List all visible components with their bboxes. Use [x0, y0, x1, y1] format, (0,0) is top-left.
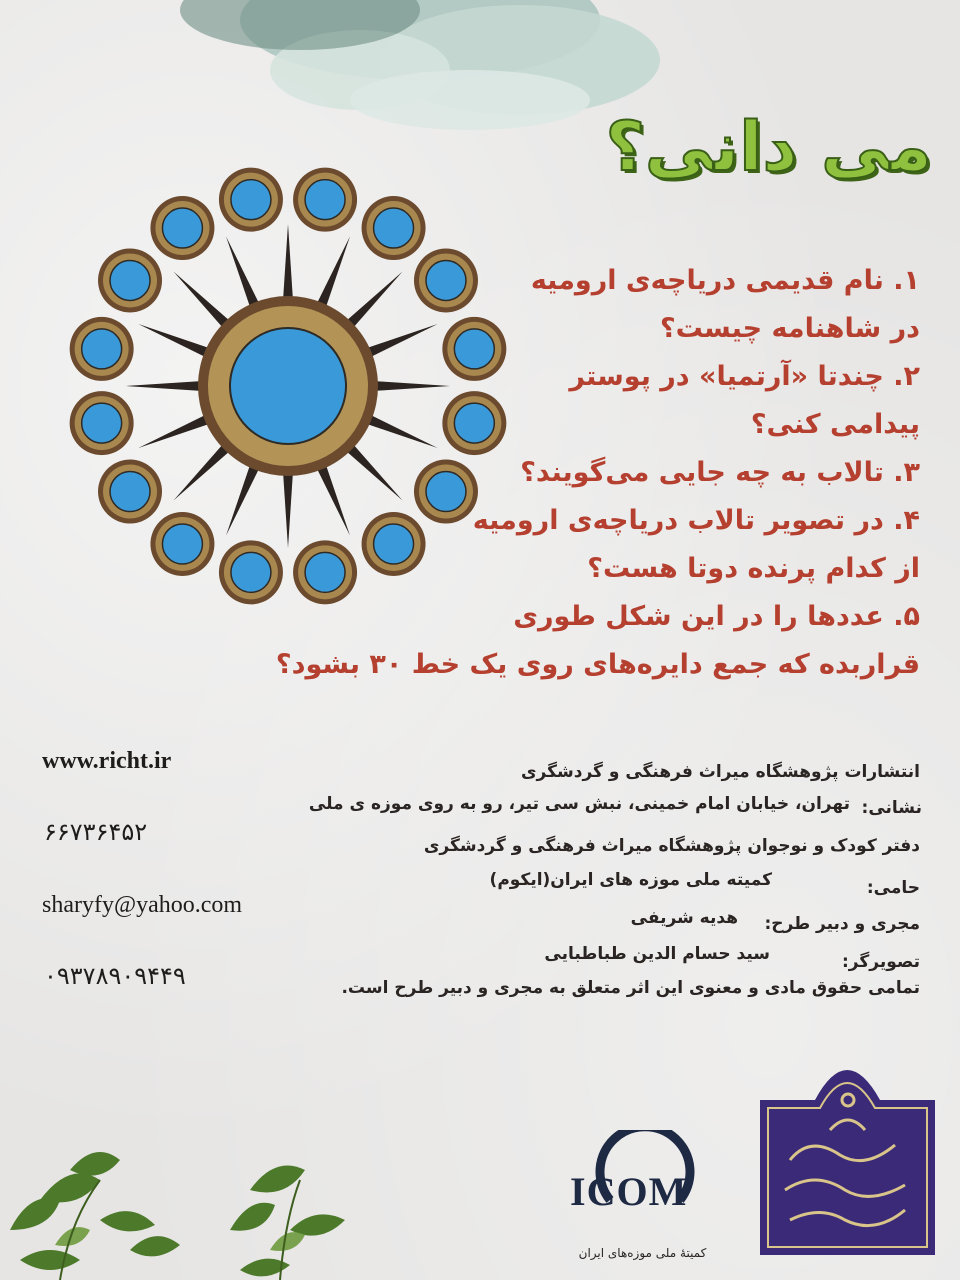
illustrator-label: تصویرگر: — [841, 952, 920, 972]
publisher-line: انتشارات پژوهشگاه میراث فرهنگی و گردشگری — [520, 762, 920, 782]
director-label: مجری و دبیر طرح: — [764, 914, 920, 934]
outer-circle — [162, 208, 202, 248]
outer-circle — [82, 329, 122, 369]
director-text: هدیه شریفی — [630, 908, 738, 928]
address-label: نشانی: — [861, 798, 922, 818]
outer-circle — [454, 329, 494, 369]
question-5-line-1: ۵. عددها را در این شکل طوری — [513, 601, 920, 632]
rights-line: تمامی حقوق مادی و معنوی این اثر متعلق به مجری و دبیر طرح است. — [341, 978, 920, 998]
question-1-line-2: در شاهنامه چیست؟ — [659, 313, 920, 344]
outer-circle — [82, 403, 122, 443]
outer-circle — [231, 180, 271, 220]
email-link[interactable]: sharyfy@yahoo.com — [42, 892, 243, 918]
illustrator-text: سید حسام الدین طباطبایی — [544, 944, 770, 964]
outer-circle — [231, 552, 271, 592]
question-4-line-2: از کدام پرنده دوتا هست؟ — [587, 553, 920, 584]
outer-circle — [426, 472, 466, 512]
outer-circle — [374, 524, 414, 564]
address-text: تهران، خیابان امام خمینی، نبش سی تیر، رو به روی موزه ی ملی — [308, 794, 850, 814]
icom-caption: کمیتهٔ ملی موزه‌های ایران — [578, 1246, 707, 1260]
research-institute-emblem — [760, 1040, 935, 1255]
sponsor-label: حامی: — [866, 878, 920, 898]
outer-circle — [454, 403, 494, 443]
outer-circle — [374, 208, 414, 248]
phone-number: ۶۶۷۳۶۴۵۲ — [44, 818, 148, 846]
outer-circle — [162, 524, 202, 564]
website-link[interactable]: www.richt.ir — [42, 748, 172, 774]
sponsor-text: کمیته ملی موزه های ایران(ایکوم) — [489, 870, 772, 890]
page-title: می دانی؟ — [605, 108, 932, 187]
outer-circle — [305, 552, 345, 592]
mobile-number: ۰۹۳۷۸۹۰۹۴۴۹ — [44, 962, 186, 990]
outer-circle — [305, 180, 345, 220]
question-1-line-1: ۱. نام قدیمی دریاچه‌ی ارومیه — [530, 265, 920, 296]
question-4-line-1: ۴. در تصویر تالاب دریاچه‌ی ارومیه — [472, 505, 920, 536]
icom-logo — [560, 1130, 725, 1260]
center-circle — [230, 328, 346, 444]
question-2-line-2: پیدامی کنی؟ — [750, 409, 920, 440]
question-3: ۳. تالاب به چه جایی می‌گویند؟ — [520, 457, 920, 488]
icom-wordmark: ICOM — [570, 1169, 688, 1214]
question-2-line-1: ۲. چندتا «آرتمیا» در پوستر — [569, 361, 920, 392]
outer-circle — [426, 260, 466, 300]
office-line: دفتر کودک و نوجوان پژوهشگاه میراث فرهنگی و گردشگری — [423, 836, 920, 856]
outer-circle — [110, 260, 150, 300]
circle-puzzle-illustration — [48, 148, 508, 618]
question-5-line-2: قراربده که جمع دایره‌های روی یک خط ۳۰ بشود؟ — [275, 649, 920, 680]
outer-circle — [110, 472, 150, 512]
